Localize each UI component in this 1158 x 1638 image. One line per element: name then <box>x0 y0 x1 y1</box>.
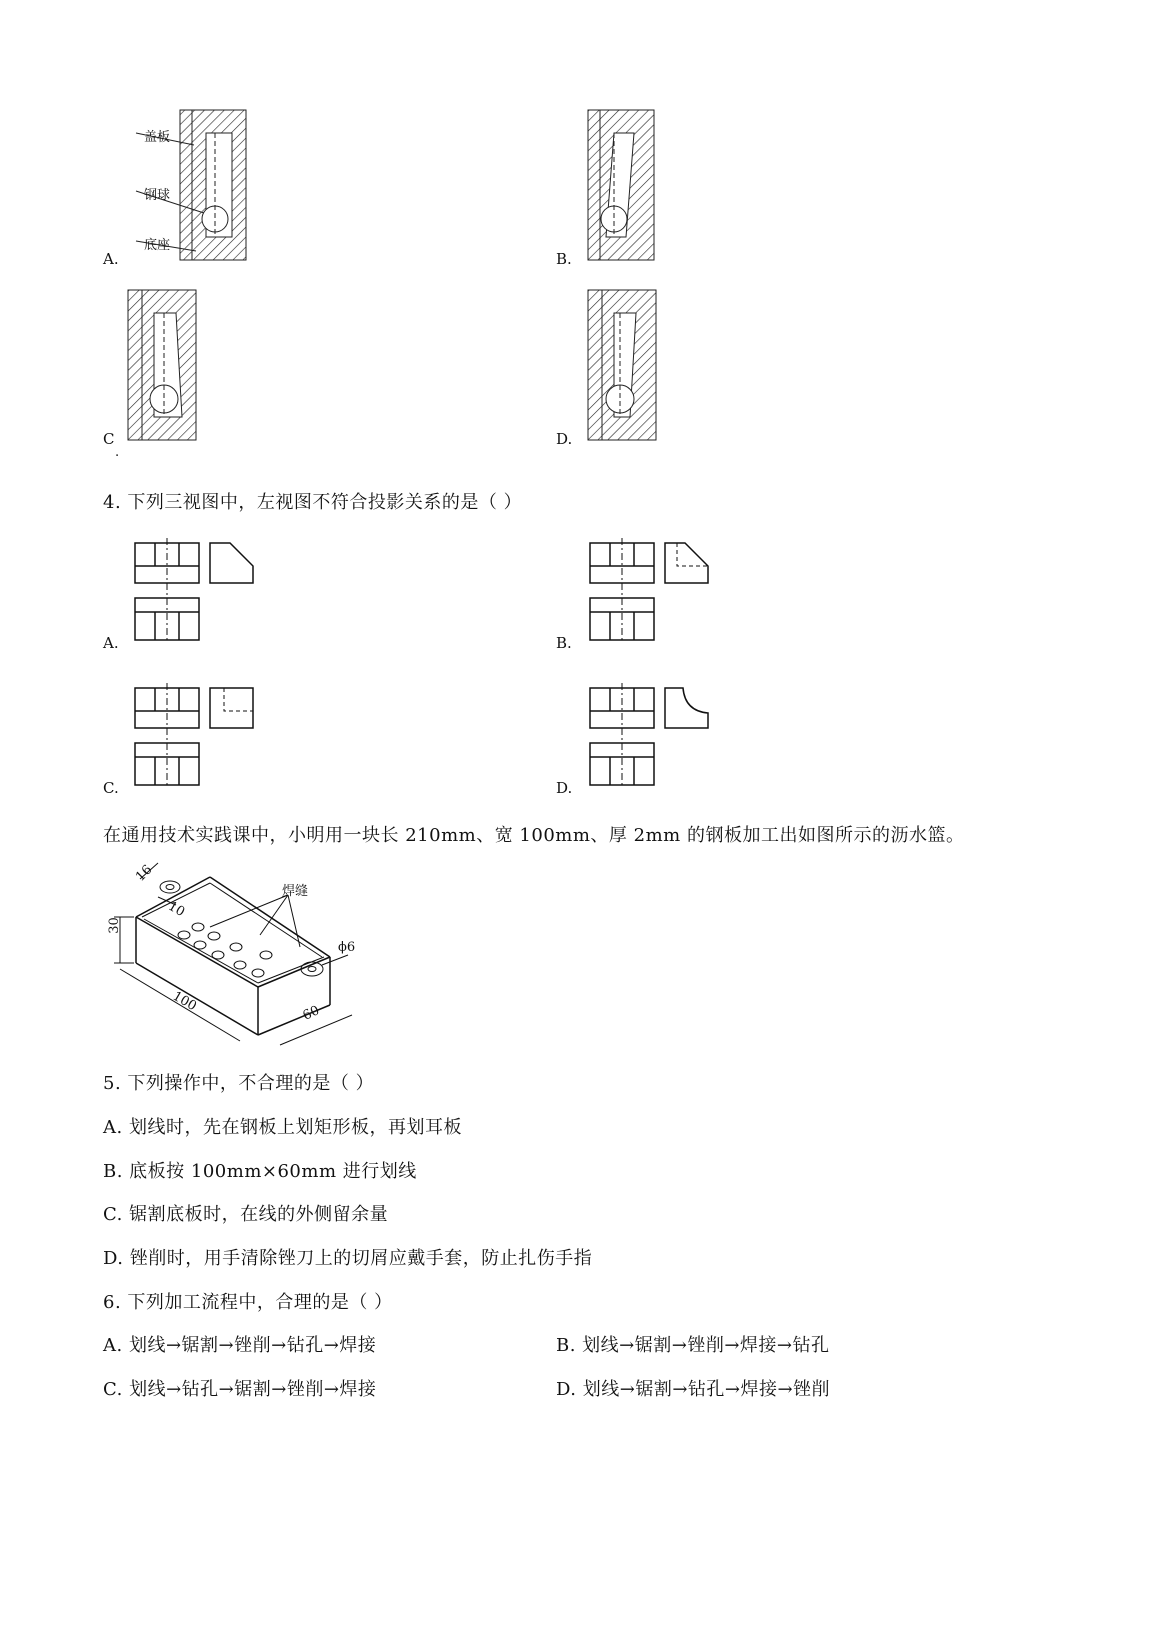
label-cover: 盖板 <box>144 130 171 145</box>
q6-option-b[interactable]: B. 划线→锯割→锉削→焊接→钻孔 <box>556 1335 830 1356</box>
q3-figure-b <box>584 105 674 267</box>
q3-option-c[interactable]: C <box>103 430 115 448</box>
q4-option-a[interactable]: A. <box>103 634 119 652</box>
q6-option-a[interactable]: A. 划线→锯割→锉削→钻孔→焊接 <box>103 1335 377 1356</box>
q4-figure-d <box>585 683 715 793</box>
q4-figure-c <box>130 683 260 793</box>
q3-c-dot: . <box>115 445 120 460</box>
intro-text: 在通用技术实践课中，小明用一块长 210mm、宽 100mm、厚 2mm 的钢板加工出如图所示的沥水篮。 <box>103 825 965 846</box>
dim-100: 100 <box>169 988 199 1015</box>
label-ball: 钢球 <box>144 188 171 203</box>
q6-option-d[interactable]: D. 划线→锯割→钻孔→焊接→锉削 <box>556 1379 831 1400</box>
label-base: 底座 <box>144 238 171 253</box>
dim-phi6: ϕ6 <box>338 940 356 955</box>
q5-option-a[interactable]: A. 划线时，先在钢板上划矩形板，再划耳板 <box>103 1117 462 1138</box>
q4-text: 4. 下列三视图中，左视图不符合投影关系的是（ ） <box>103 492 523 513</box>
dim-30: 30 <box>106 917 122 934</box>
q4-option-c[interactable]: C. <box>103 779 119 797</box>
q5-option-c[interactable]: C. 锯割底板时，在线的外侧留余量 <box>103 1204 389 1225</box>
q5-option-d[interactable]: D. 锉削时，用手清除锉刀上的切屑应戴手套，防止扎伤手指 <box>103 1248 593 1269</box>
q6-text: 6. 下列加工流程中，合理的是（ ） <box>103 1292 393 1313</box>
dim-10: 10 <box>165 898 188 921</box>
q5-option-b[interactable]: B. 底板按 100mm×60mm 进行划线 <box>103 1161 417 1182</box>
basket-figure <box>100 855 400 1055</box>
q5-text: 5. 下列操作中，不合理的是（ ） <box>103 1073 375 1094</box>
q4-option-d[interactable]: D. <box>556 779 573 797</box>
dim-60: 60 <box>300 1003 322 1024</box>
q3-figure-c <box>124 285 214 447</box>
q6-option-c[interactable]: C. 划线→钻孔→锯割→锉削→焊接 <box>103 1379 377 1400</box>
weld-label: 焊缝 <box>282 884 309 899</box>
q3-option-a[interactable]: A. <box>103 250 119 268</box>
q4-figure-a <box>130 538 260 648</box>
q3-figure-d <box>584 285 674 447</box>
q4-option-b[interactable]: B. <box>556 634 572 652</box>
q4-figure-b <box>585 538 715 648</box>
q3-option-d[interactable]: D. <box>556 430 573 448</box>
dim-16: 16 <box>133 862 156 885</box>
q3-option-b[interactable]: B. <box>556 250 572 268</box>
